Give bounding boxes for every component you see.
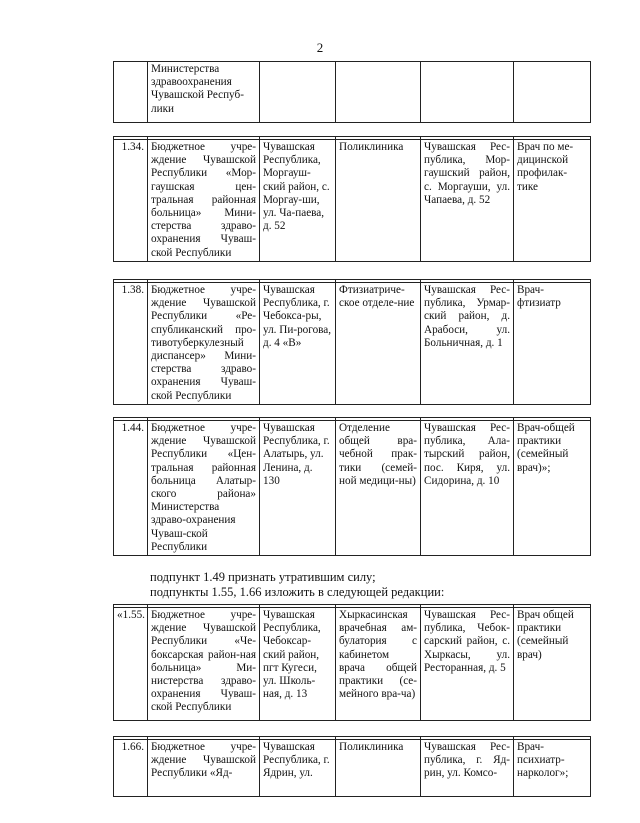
address-cell: Чувашская Республика, Чебоксар-ский район, пгт Кугеси, ул. Школь-ная, д. 13 bbox=[260, 608, 336, 721]
organization-cell: Бюджетное учре-ждение Чувашской Республики «Мор-гаушская цен-тральная районная больница» Мини-стерства здраво-охранения Чуваш-ской Республики bbox=[148, 140, 260, 262]
table-row bbox=[114, 421, 591, 556]
organization-cell: Бюджетное учре-ждение Чувашской Республики «Яд- bbox=[148, 740, 260, 797]
table-segment-1-34 bbox=[113, 136, 591, 262]
position-cell: Врач-фтизиатр bbox=[514, 283, 591, 405]
table-row bbox=[114, 140, 591, 262]
unit-cell: Поликлиника bbox=[336, 140, 421, 262]
address-cell: Чувашская Республика, Моргауш-ский район, с. Моргау-ши, ул. Ча-паева, д. 52 bbox=[260, 140, 336, 262]
row-number bbox=[114, 62, 148, 123]
paragraph-repeal: подпункт 1.49 признать утратившим силу; bbox=[150, 570, 376, 584]
position-cell bbox=[514, 62, 591, 123]
unit-cell: Хыркасинская врачебная ам-булатория с кабинетом врача общей практики (се-мейного вра-ча) bbox=[336, 608, 421, 721]
unit-cell: Поликлиника bbox=[336, 740, 421, 797]
address-cell: Чувашская Республика, г. Алатырь, ул. Ленина, д. 130 bbox=[260, 421, 336, 556]
organization-cell: Бюджетное учре-ждение Чувашской Республики «Ре-спубликанский про-тивотуберкулезный диспансер» Мини-стерства здраво-охранения Чуваш-ской Республики bbox=[148, 283, 260, 405]
row-number: 1.44. bbox=[114, 421, 148, 556]
address-cell: Чувашская Республика, г. Чебокса-ры, ул. Пи-рогова, д. 4 «В» bbox=[260, 283, 336, 405]
position-cell: Врач-психиатр-нарколог»; bbox=[514, 740, 591, 797]
address-cell: Чувашская Республика, г. Ядрин, ул. bbox=[260, 740, 336, 797]
page-number: 2 bbox=[316, 40, 324, 55]
row-number: 1.66. bbox=[114, 740, 148, 797]
organization-cell: Бюджетное учре-ждение Чувашской Республики «Че-боксарская район-ная больница» Ми-нистерства здраво-охранения Чуваш-ской Республики bbox=[148, 608, 260, 721]
location-cell: Чувашская Рес-публика, Урмар-ский район, д. Арабоси, ул. Больничная, д. 1 bbox=[421, 283, 514, 405]
position-cell: Врач-общей практики (семейный врач)»; bbox=[514, 421, 591, 556]
row-number: 1.34. bbox=[114, 140, 148, 262]
row-number: «1.55. bbox=[114, 608, 148, 721]
table-segment-continuation bbox=[113, 61, 591, 123]
row-number: 1.38. bbox=[114, 283, 148, 405]
location-cell: Чувашская Рес-публика, Мор-гаушский район, с. Моргауши, ул. Чапаева, д. 52 bbox=[421, 140, 514, 262]
unit-cell: Отделение общей вра-чебной прак-тики (семей-ной медици-ны) bbox=[336, 421, 421, 556]
position-cell: Врач по ме-дицинской профилак-тике bbox=[514, 140, 591, 262]
location-cell bbox=[421, 62, 514, 123]
unit-cell: Фтизиатриче-ское отделе-ние bbox=[336, 283, 421, 405]
organization-cell: Министерства здравоохранения Чувашской Респуб-лики bbox=[148, 62, 260, 123]
table-row bbox=[114, 283, 591, 405]
table-segment-1-38 bbox=[113, 279, 591, 405]
table-segment-1-44 bbox=[113, 417, 591, 556]
table-row bbox=[114, 608, 591, 721]
position-cell: Врач общей практики (семейный врач) bbox=[514, 608, 591, 721]
location-cell: Чувашская Рес-публика, г. Яд-рин, ул. Комсо- bbox=[421, 740, 514, 797]
table-row bbox=[114, 62, 591, 123]
organization-cell: Бюджетное учре-ждение Чувашской Республики «Цен-тральная районная больница Алатыр-ского района» Министерства здраво-охранения Чуваш-ской Республики bbox=[148, 421, 260, 556]
unit-cell bbox=[336, 62, 421, 123]
location-cell: Чувашская Рес-публика, Ала-тырский район, пос. Киря, ул. Сидорина, д. 10 bbox=[421, 421, 514, 556]
table-segment-1-66 bbox=[113, 736, 591, 797]
table-row bbox=[114, 740, 591, 797]
address-cell bbox=[260, 62, 336, 123]
location-cell: Чувашская Рес-публика, Чебок-сарский район, с. Хыркасы, ул. Ресторанная, д. 5 bbox=[421, 608, 514, 721]
paragraph-amend: подпункты 1.55, 1.66 изложить в следующей редакции: bbox=[150, 585, 445, 599]
table-segment-1-55 bbox=[113, 604, 591, 721]
